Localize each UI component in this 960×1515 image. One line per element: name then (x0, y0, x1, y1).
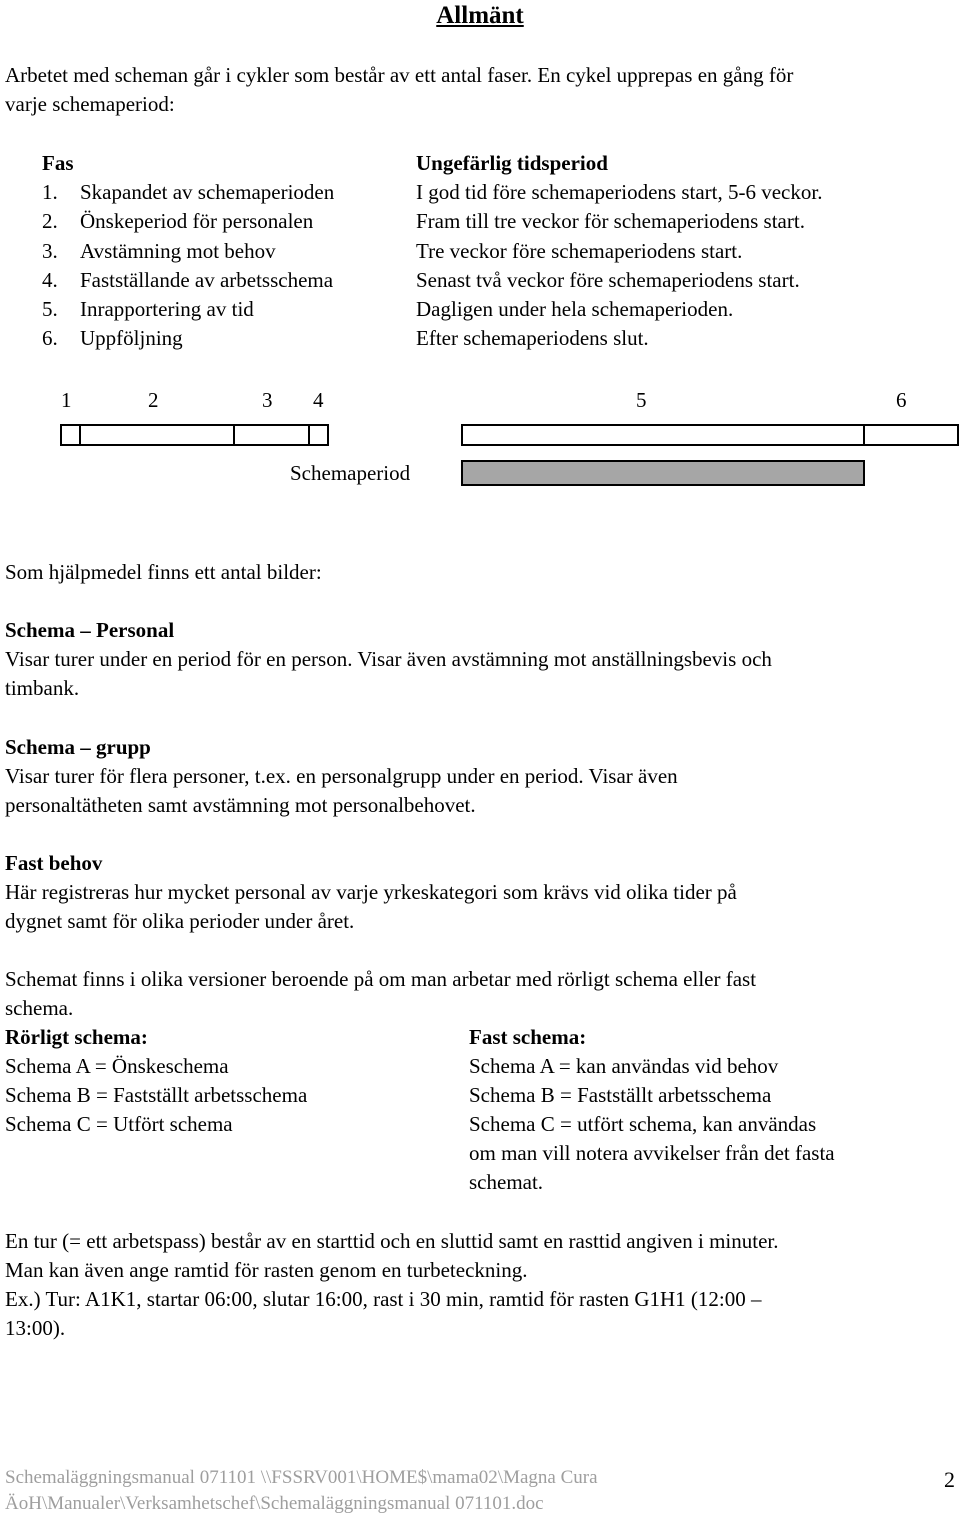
phase-name: Uppföljning (80, 326, 183, 350)
fast-heading: Fast schema: (469, 1025, 587, 1049)
tur-text: Man kan även ange ramtid för rasten genom en turbeteckning. (5, 1258, 528, 1282)
phase-box-2 (79, 424, 235, 446)
intro-line-1: Arbetet med scheman går i cykler som består av ett antal faser. En cykel upprepas en gång för (5, 63, 794, 87)
phase-num: 3. (42, 239, 58, 263)
phase-time: Efter schemaperiodens slut. (416, 326, 649, 350)
phase-name: Avstämning mot behov (80, 239, 276, 263)
tur-text: En tur (= ett arbetspass) består av en starttid och en sluttid samt en rasttid angiven i minuter. (5, 1229, 779, 1253)
phase-time: Senast två veckor före schemaperiodens start. (416, 268, 800, 292)
section-heading: Schema – grupp (5, 735, 151, 759)
phase-time: Tre veckor före schemaperiodens start. (416, 239, 743, 263)
phase-num: 1. (42, 180, 58, 204)
phase-box-6 (863, 424, 959, 446)
section-text: Visar turer under en period för en person. Visar även avstämning mot anställningsbevis och (5, 647, 772, 671)
phase-name: Önskeperiod för personalen (80, 209, 314, 233)
period-label: Schemaperiod (290, 461, 411, 485)
phase-name: Fastställande av arbetsschema (80, 268, 334, 292)
footer-path-1: Schemaläggningsmanual 071101 \\FSSRV001\HOME$\mama02\Magna Cura (5, 1467, 598, 1488)
rorligt-heading: Rörligt schema: (5, 1025, 148, 1049)
phase-box-1 (60, 424, 81, 446)
phase-num: 4. (42, 268, 58, 292)
phase-name: Inrapportering av tid (80, 297, 254, 321)
phase-name: Skapandet av schemaperioden (80, 180, 335, 204)
phase-time: I god tid före schemaperiodens start, 5-6 veckor. (416, 180, 823, 204)
phase-box-3 (233, 424, 310, 446)
tur-example: 13:00). (5, 1316, 66, 1340)
phase-box-4 (308, 424, 329, 446)
tur-example: Ex.) Tur: A1K1, startar 06:00, slutar 16:00, rast i 30 min, ramtid för rasten G1H1 (12:00 – (5, 1287, 762, 1311)
section-text: personaltätheten samt avstämning mot personalbehovet. (5, 793, 476, 817)
list-item: Schema C = Utfört schema (5, 1112, 233, 1136)
versions-text: schema. (5, 996, 74, 1020)
phase-time: Fram till tre veckor för schemaperiodens start. (416, 209, 805, 233)
section-text: dygnet samt för olika perioder under året. (5, 909, 355, 933)
list-item: Schema C = utfört schema, kan användas (469, 1112, 817, 1136)
section-text: Visar turer för flera personer, t.ex. en personalgrupp under en period. Visar även (5, 764, 678, 788)
diagram-label-6: 6 (896, 388, 907, 412)
diagram-label-4: 4 (313, 388, 324, 412)
phase-num: 5. (42, 297, 58, 321)
schemaperiod-bar (461, 460, 865, 486)
aids-intro: Som hjälpmedel finns ett antal bilder: (5, 560, 322, 584)
diagram-label-1: 1 (61, 388, 72, 412)
section-heading: Schema – Personal (5, 618, 175, 642)
intro-line-2: varje schemaperiod: (5, 92, 175, 116)
page-number: 2 (944, 1467, 955, 1492)
phase-num: 6. (42, 326, 58, 350)
diagram-label-3: 3 (262, 388, 273, 412)
footer-path-2: ÄoH\Manualer\Verksamhetschef\Schemaläggningsmanual 071101.doc (5, 1493, 544, 1514)
list-item: Schema A = kan användas vid behov (469, 1054, 779, 1078)
list-item: Schema B = Fastställt arbetsschema (5, 1083, 308, 1107)
page-title: Allmänt (436, 2, 524, 29)
list-item: om man vill notera avvikelser från det fasta (469, 1141, 835, 1165)
phase-box-5 (461, 424, 865, 446)
list-item: schemat. (469, 1170, 544, 1194)
phase-header: Fas (42, 151, 74, 175)
phase-time: Dagligen under hela schemaperioden. (416, 297, 734, 321)
time-header: Ungefärlig tidsperiod (416, 151, 608, 175)
diagram-label-5: 5 (636, 388, 647, 412)
phase-num: 2. (42, 209, 58, 233)
list-item: Schema A = Önskeschema (5, 1054, 229, 1078)
diagram-label-2: 2 (148, 388, 159, 412)
section-text: timbank. (5, 676, 80, 700)
section-text: Här registreras hur mycket personal av varje yrkeskategori som krävs vid olika tider på (5, 880, 737, 904)
versions-text: Schemat finns i olika versioner beroende på om man arbetar med rörligt schema eller fast (5, 967, 757, 991)
section-heading: Fast behov (5, 851, 103, 875)
list-item: Schema B = Fastställt arbetsschema (469, 1083, 772, 1107)
